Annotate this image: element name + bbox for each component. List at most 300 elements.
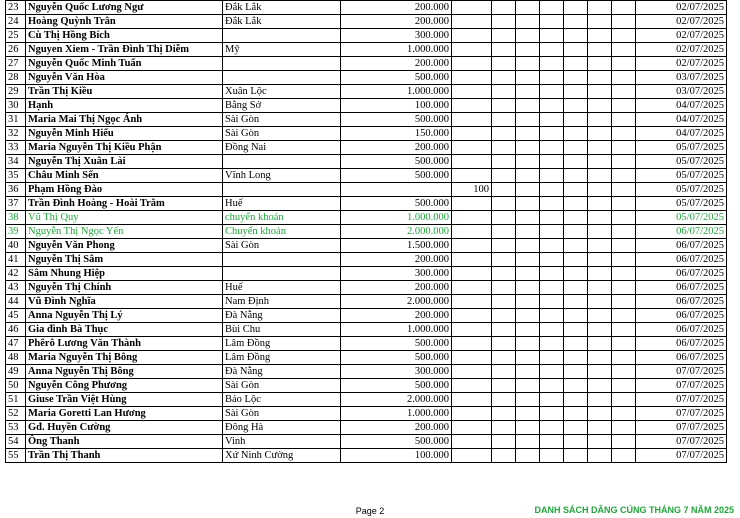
empty-cell bbox=[564, 1, 588, 15]
extra-amount-cell bbox=[452, 337, 492, 351]
empty-cell bbox=[612, 141, 636, 155]
amount-cell: 200.000 bbox=[341, 57, 452, 71]
donor-name-cell: Anna Nguyễn Thị Bông bbox=[26, 365, 223, 379]
donor-name-cell: Vũ Thị Quy bbox=[26, 211, 223, 225]
place-cell: Đà Nẵng bbox=[223, 309, 341, 323]
table-row bbox=[6, 309, 727, 323]
amount-cell: 500.000 bbox=[341, 71, 452, 85]
empty-cell bbox=[540, 253, 564, 267]
donor-name-cell: Trần Đình Hoàng - Hoài Trâm bbox=[26, 197, 223, 211]
empty-cell bbox=[516, 127, 540, 141]
table-row bbox=[6, 197, 727, 211]
place-cell: Sài Gòn bbox=[223, 239, 341, 253]
empty-cell bbox=[492, 155, 516, 169]
empty-cell bbox=[564, 169, 588, 183]
empty-cell bbox=[516, 183, 540, 197]
donor-name-cell: Nguyễn Thị Xuân Lài bbox=[26, 155, 223, 169]
date-cell: 02/07/2025 bbox=[636, 57, 727, 71]
extra-amount-cell bbox=[452, 323, 492, 337]
empty-cell bbox=[588, 323, 612, 337]
empty-cell bbox=[516, 1, 540, 15]
row-number-cell: 43 bbox=[6, 281, 26, 295]
date-cell: 06/07/2025 bbox=[636, 337, 727, 351]
empty-cell bbox=[564, 43, 588, 57]
empty-cell bbox=[564, 155, 588, 169]
row-number-cell: 44 bbox=[6, 295, 26, 309]
empty-cell bbox=[588, 253, 612, 267]
empty-cell bbox=[540, 421, 564, 435]
amount-cell: 100.000 bbox=[341, 449, 452, 463]
amount-cell: 200.000 bbox=[341, 1, 452, 15]
empty-cell bbox=[540, 449, 564, 463]
empty-cell bbox=[492, 197, 516, 211]
date-cell: 02/07/2025 bbox=[636, 1, 727, 15]
empty-cell bbox=[588, 421, 612, 435]
place-cell: Đắk Lắk bbox=[223, 15, 341, 29]
extra-amount-cell bbox=[452, 169, 492, 183]
amount-cell: 300.000 bbox=[341, 29, 452, 43]
extra-amount-cell bbox=[452, 393, 492, 407]
empty-cell bbox=[540, 57, 564, 71]
empty-cell bbox=[564, 449, 588, 463]
extra-amount-cell bbox=[452, 113, 492, 127]
date-cell: 03/07/2025 bbox=[636, 71, 727, 85]
amount-cell: 1.000.000 bbox=[341, 43, 452, 57]
empty-cell bbox=[540, 99, 564, 113]
date-cell: 05/07/2025 bbox=[636, 155, 727, 169]
empty-cell bbox=[540, 85, 564, 99]
amount-cell: 200.000 bbox=[341, 309, 452, 323]
place-cell bbox=[223, 183, 341, 197]
place-cell: Xuân Lộc bbox=[223, 85, 341, 99]
extra-amount-cell bbox=[452, 309, 492, 323]
extra-amount-cell bbox=[452, 1, 492, 15]
empty-cell bbox=[564, 267, 588, 281]
empty-cell bbox=[492, 435, 516, 449]
empty-cell bbox=[588, 407, 612, 421]
empty-cell bbox=[516, 155, 540, 169]
amount-cell: 500.000 bbox=[341, 351, 452, 365]
empty-cell bbox=[540, 365, 564, 379]
place-cell bbox=[223, 155, 341, 169]
extra-amount-cell bbox=[452, 407, 492, 421]
row-number-cell: 51 bbox=[6, 393, 26, 407]
empty-cell bbox=[540, 407, 564, 421]
empty-cell bbox=[516, 239, 540, 253]
place-cell: Huế bbox=[223, 197, 341, 211]
date-cell: 02/07/2025 bbox=[636, 15, 727, 29]
row-number-cell: 28 bbox=[6, 71, 26, 85]
extra-amount-cell bbox=[452, 379, 492, 393]
extra-amount-cell bbox=[452, 43, 492, 57]
empty-cell bbox=[492, 407, 516, 421]
empty-cell bbox=[612, 169, 636, 183]
empty-cell bbox=[516, 141, 540, 155]
empty-cell bbox=[492, 253, 516, 267]
date-cell: 05/07/2025 bbox=[636, 169, 727, 183]
empty-cell bbox=[564, 421, 588, 435]
empty-cell bbox=[588, 225, 612, 239]
amount-cell: 500.000 bbox=[341, 155, 452, 169]
date-cell: 06/07/2025 bbox=[636, 309, 727, 323]
empty-cell bbox=[516, 169, 540, 183]
empty-cell bbox=[588, 29, 612, 43]
place-cell: Nam Định bbox=[223, 295, 341, 309]
table-row bbox=[6, 225, 727, 239]
amount-cell: 1.000.000 bbox=[341, 211, 452, 225]
date-cell: 06/07/2025 bbox=[636, 267, 727, 281]
row-number-cell: 23 bbox=[6, 1, 26, 15]
table-row bbox=[6, 127, 727, 141]
amount-cell: 200.000 bbox=[341, 141, 452, 155]
row-number-cell: 30 bbox=[6, 99, 26, 113]
table-row bbox=[6, 169, 727, 183]
extra-amount-cell bbox=[452, 141, 492, 155]
empty-cell bbox=[564, 127, 588, 141]
empty-cell bbox=[516, 267, 540, 281]
empty-cell bbox=[612, 239, 636, 253]
row-number-cell: 33 bbox=[6, 141, 26, 155]
extra-amount-cell bbox=[452, 225, 492, 239]
empty-cell bbox=[492, 211, 516, 225]
row-number-cell: 24 bbox=[6, 15, 26, 29]
place-cell: Đông Hà bbox=[223, 421, 341, 435]
donor-name-cell: Cù Thị Hồng Bích bbox=[26, 29, 223, 43]
empty-cell bbox=[516, 85, 540, 99]
empty-cell bbox=[516, 43, 540, 57]
empty-cell bbox=[540, 225, 564, 239]
extra-amount-cell bbox=[452, 127, 492, 141]
empty-cell bbox=[516, 421, 540, 435]
empty-cell bbox=[588, 337, 612, 351]
row-number-cell: 37 bbox=[6, 197, 26, 211]
empty-cell bbox=[516, 323, 540, 337]
empty-cell bbox=[588, 57, 612, 71]
empty-cell bbox=[588, 127, 612, 141]
donor-name-cell: Nguyễn Thị Ngọc Yến bbox=[26, 225, 223, 239]
empty-cell bbox=[612, 71, 636, 85]
empty-cell bbox=[492, 225, 516, 239]
donor-name-cell: Hạnh bbox=[26, 99, 223, 113]
table-row bbox=[6, 351, 727, 365]
date-cell: 02/07/2025 bbox=[636, 29, 727, 43]
donor-name-cell: Nguyễn Thị Chính bbox=[26, 281, 223, 295]
table-row bbox=[6, 393, 727, 407]
table-row bbox=[6, 29, 727, 43]
empty-cell bbox=[564, 15, 588, 29]
extra-amount-cell bbox=[452, 99, 492, 113]
empty-cell bbox=[540, 155, 564, 169]
empty-cell bbox=[612, 43, 636, 57]
empty-cell bbox=[564, 295, 588, 309]
empty-cell bbox=[564, 113, 588, 127]
extra-amount-cell bbox=[452, 295, 492, 309]
date-cell: 07/07/2025 bbox=[636, 365, 727, 379]
date-cell: 07/07/2025 bbox=[636, 449, 727, 463]
empty-cell bbox=[540, 197, 564, 211]
empty-cell bbox=[516, 57, 540, 71]
extra-amount-cell bbox=[452, 435, 492, 449]
donor-name-cell: Sâm Nhung Hiệp bbox=[26, 267, 223, 281]
empty-cell bbox=[588, 141, 612, 155]
empty-cell bbox=[540, 211, 564, 225]
empty-cell bbox=[588, 267, 612, 281]
place-cell: Bằng Sở bbox=[223, 99, 341, 113]
extra-amount-cell bbox=[452, 29, 492, 43]
table-row bbox=[6, 113, 727, 127]
date-cell: 07/07/2025 bbox=[636, 379, 727, 393]
empty-cell bbox=[588, 1, 612, 15]
empty-cell bbox=[516, 29, 540, 43]
row-number-cell: 52 bbox=[6, 407, 26, 421]
empty-cell bbox=[564, 379, 588, 393]
table-row bbox=[6, 253, 727, 267]
date-cell: 06/07/2025 bbox=[636, 323, 727, 337]
donation-table-body bbox=[6, 1, 727, 463]
empty-cell bbox=[540, 295, 564, 309]
empty-cell bbox=[492, 169, 516, 183]
empty-cell bbox=[492, 239, 516, 253]
empty-cell bbox=[540, 393, 564, 407]
date-cell: 07/07/2025 bbox=[636, 421, 727, 435]
empty-cell bbox=[516, 393, 540, 407]
table-row bbox=[6, 267, 727, 281]
date-cell: 07/07/2025 bbox=[636, 407, 727, 421]
empty-cell bbox=[516, 225, 540, 239]
donation-table bbox=[5, 0, 727, 463]
amount-cell: 100.000 bbox=[341, 99, 452, 113]
donor-name-cell: Giuse Trần Việt Hùng bbox=[26, 393, 223, 407]
place-cell bbox=[223, 267, 341, 281]
empty-cell bbox=[612, 435, 636, 449]
row-number-cell: 42 bbox=[6, 267, 26, 281]
table-row bbox=[6, 435, 727, 449]
empty-cell bbox=[492, 1, 516, 15]
empty-cell bbox=[492, 113, 516, 127]
empty-cell bbox=[540, 309, 564, 323]
donor-name-cell: Anna Nguyễn Thị Lý bbox=[26, 309, 223, 323]
row-number-cell: 38 bbox=[6, 211, 26, 225]
extra-amount-cell bbox=[452, 85, 492, 99]
place-cell: Xứ Ninh Cường bbox=[223, 449, 341, 463]
place-cell: Bùi Chu bbox=[223, 323, 341, 337]
donor-name-cell: Nguyễn Văn Hòa bbox=[26, 71, 223, 85]
empty-cell bbox=[540, 183, 564, 197]
empty-cell bbox=[612, 225, 636, 239]
empty-cell bbox=[516, 197, 540, 211]
amount-cell: 1.000.000 bbox=[341, 407, 452, 421]
donor-name-cell: Ông Thanh bbox=[26, 435, 223, 449]
date-cell: 06/07/2025 bbox=[636, 281, 727, 295]
row-number-cell: 35 bbox=[6, 169, 26, 183]
place-cell: Mỹ bbox=[223, 43, 341, 57]
empty-cell bbox=[516, 295, 540, 309]
empty-cell bbox=[588, 393, 612, 407]
empty-cell bbox=[588, 197, 612, 211]
table-row bbox=[6, 183, 727, 197]
empty-cell bbox=[612, 351, 636, 365]
table-row bbox=[6, 57, 727, 71]
donor-name-cell: Nguyen Xiem - Trần Đình Thị Diễm bbox=[26, 43, 223, 57]
date-cell: 07/07/2025 bbox=[636, 393, 727, 407]
place-cell bbox=[223, 29, 341, 43]
table-row bbox=[6, 85, 727, 99]
place-cell: Vĩnh Long bbox=[223, 169, 341, 183]
empty-cell bbox=[492, 379, 516, 393]
empty-cell bbox=[612, 295, 636, 309]
amount-cell: 200.000 bbox=[341, 253, 452, 267]
empty-cell bbox=[492, 29, 516, 43]
table-row bbox=[6, 15, 727, 29]
table-row bbox=[6, 43, 727, 57]
date-cell: 05/07/2025 bbox=[636, 197, 727, 211]
place-cell: Sài Gòn bbox=[223, 127, 341, 141]
empty-cell bbox=[564, 29, 588, 43]
place-cell: Đồng Nai bbox=[223, 141, 341, 155]
empty-cell bbox=[540, 29, 564, 43]
empty-cell bbox=[564, 337, 588, 351]
donor-name-cell: Phạm Hồng Đào bbox=[26, 183, 223, 197]
empty-cell bbox=[516, 407, 540, 421]
empty-cell bbox=[588, 435, 612, 449]
empty-cell bbox=[612, 127, 636, 141]
extra-amount-cell bbox=[452, 267, 492, 281]
row-number-cell: 46 bbox=[6, 323, 26, 337]
empty-cell bbox=[588, 15, 612, 29]
empty-cell bbox=[540, 169, 564, 183]
empty-cell bbox=[564, 99, 588, 113]
empty-cell bbox=[612, 379, 636, 393]
empty-cell bbox=[540, 323, 564, 337]
amount-cell: 200.000 bbox=[341, 421, 452, 435]
extra-amount-cell bbox=[452, 197, 492, 211]
amount-cell: 1.000.000 bbox=[341, 85, 452, 99]
empty-cell bbox=[492, 183, 516, 197]
empty-cell bbox=[492, 393, 516, 407]
extra-amount-cell bbox=[452, 211, 492, 225]
empty-cell bbox=[516, 365, 540, 379]
table-row bbox=[6, 211, 727, 225]
empty-cell bbox=[540, 351, 564, 365]
table-row bbox=[6, 295, 727, 309]
empty-cell bbox=[516, 113, 540, 127]
table-row bbox=[6, 449, 727, 463]
empty-cell bbox=[540, 15, 564, 29]
table-row bbox=[6, 71, 727, 85]
extra-amount-cell: 100 bbox=[452, 183, 492, 197]
empty-cell bbox=[516, 435, 540, 449]
extra-amount-cell bbox=[452, 239, 492, 253]
row-number-cell: 39 bbox=[6, 225, 26, 239]
table-row bbox=[6, 379, 727, 393]
amount-cell: 2.000.000 bbox=[341, 393, 452, 407]
empty-cell bbox=[492, 449, 516, 463]
empty-cell bbox=[612, 421, 636, 435]
donor-name-cell: Nguyễn Văn Phong bbox=[26, 239, 223, 253]
table-row bbox=[6, 337, 727, 351]
row-number-cell: 36 bbox=[6, 183, 26, 197]
empty-cell bbox=[492, 323, 516, 337]
empty-cell bbox=[564, 225, 588, 239]
table-row bbox=[6, 155, 727, 169]
empty-cell bbox=[612, 365, 636, 379]
empty-cell bbox=[588, 169, 612, 183]
date-cell: 05/07/2025 bbox=[636, 211, 727, 225]
empty-cell bbox=[492, 43, 516, 57]
empty-cell bbox=[564, 239, 588, 253]
amount-cell: 150.000 bbox=[341, 127, 452, 141]
place-cell: Huế bbox=[223, 281, 341, 295]
extra-amount-cell bbox=[452, 155, 492, 169]
empty-cell bbox=[588, 155, 612, 169]
date-cell: 06/07/2025 bbox=[636, 253, 727, 267]
empty-cell bbox=[612, 407, 636, 421]
empty-cell bbox=[564, 57, 588, 71]
empty-cell bbox=[588, 365, 612, 379]
row-number-cell: 53 bbox=[6, 421, 26, 435]
amount-cell: 300.000 bbox=[341, 365, 452, 379]
empty-cell bbox=[564, 197, 588, 211]
donor-name-cell: Nguyễn Quốc Minh Tuấn bbox=[26, 57, 223, 71]
empty-cell bbox=[540, 239, 564, 253]
amount-cell bbox=[341, 183, 452, 197]
empty-cell bbox=[564, 365, 588, 379]
row-number-cell: 31 bbox=[6, 113, 26, 127]
empty-cell bbox=[612, 281, 636, 295]
empty-cell bbox=[492, 365, 516, 379]
place-cell: Sài Gòn bbox=[223, 379, 341, 393]
extra-amount-cell bbox=[452, 351, 492, 365]
empty-cell bbox=[492, 267, 516, 281]
donor-name-cell: Hoàng Quỳnh Trân bbox=[26, 15, 223, 29]
table-row bbox=[6, 421, 727, 435]
empty-cell bbox=[564, 253, 588, 267]
empty-cell bbox=[612, 337, 636, 351]
amount-cell: 500.000 bbox=[341, 113, 452, 127]
empty-cell bbox=[564, 323, 588, 337]
donor-name-cell: Nguyễn Quốc Lương Ngư bbox=[26, 1, 223, 15]
extra-amount-cell bbox=[452, 253, 492, 267]
place-cell bbox=[223, 57, 341, 71]
place-cell: Bảo Lộc bbox=[223, 393, 341, 407]
row-number-cell: 40 bbox=[6, 239, 26, 253]
extra-amount-cell bbox=[452, 421, 492, 435]
donor-name-cell: Nguyễn Minh Hiếu bbox=[26, 127, 223, 141]
table-row bbox=[6, 281, 727, 295]
table-row bbox=[6, 99, 727, 113]
empty-cell bbox=[612, 99, 636, 113]
empty-cell bbox=[492, 295, 516, 309]
row-number-cell: 50 bbox=[6, 379, 26, 393]
empty-cell bbox=[516, 309, 540, 323]
date-cell: 04/07/2025 bbox=[636, 99, 727, 113]
empty-cell bbox=[564, 393, 588, 407]
row-number-cell: 41 bbox=[6, 253, 26, 267]
empty-cell bbox=[516, 379, 540, 393]
empty-cell bbox=[540, 71, 564, 85]
empty-cell bbox=[516, 281, 540, 295]
empty-cell bbox=[492, 337, 516, 351]
table-row bbox=[6, 239, 727, 253]
amount-cell: 500.000 bbox=[341, 337, 452, 351]
amount-cell: 1.000.000 bbox=[341, 323, 452, 337]
place-cell: Đà Nẵng bbox=[223, 365, 341, 379]
row-number-cell: 47 bbox=[6, 337, 26, 351]
empty-cell bbox=[612, 29, 636, 43]
empty-cell bbox=[492, 15, 516, 29]
page-number: Page 2 bbox=[355, 506, 385, 516]
empty-cell bbox=[492, 281, 516, 295]
